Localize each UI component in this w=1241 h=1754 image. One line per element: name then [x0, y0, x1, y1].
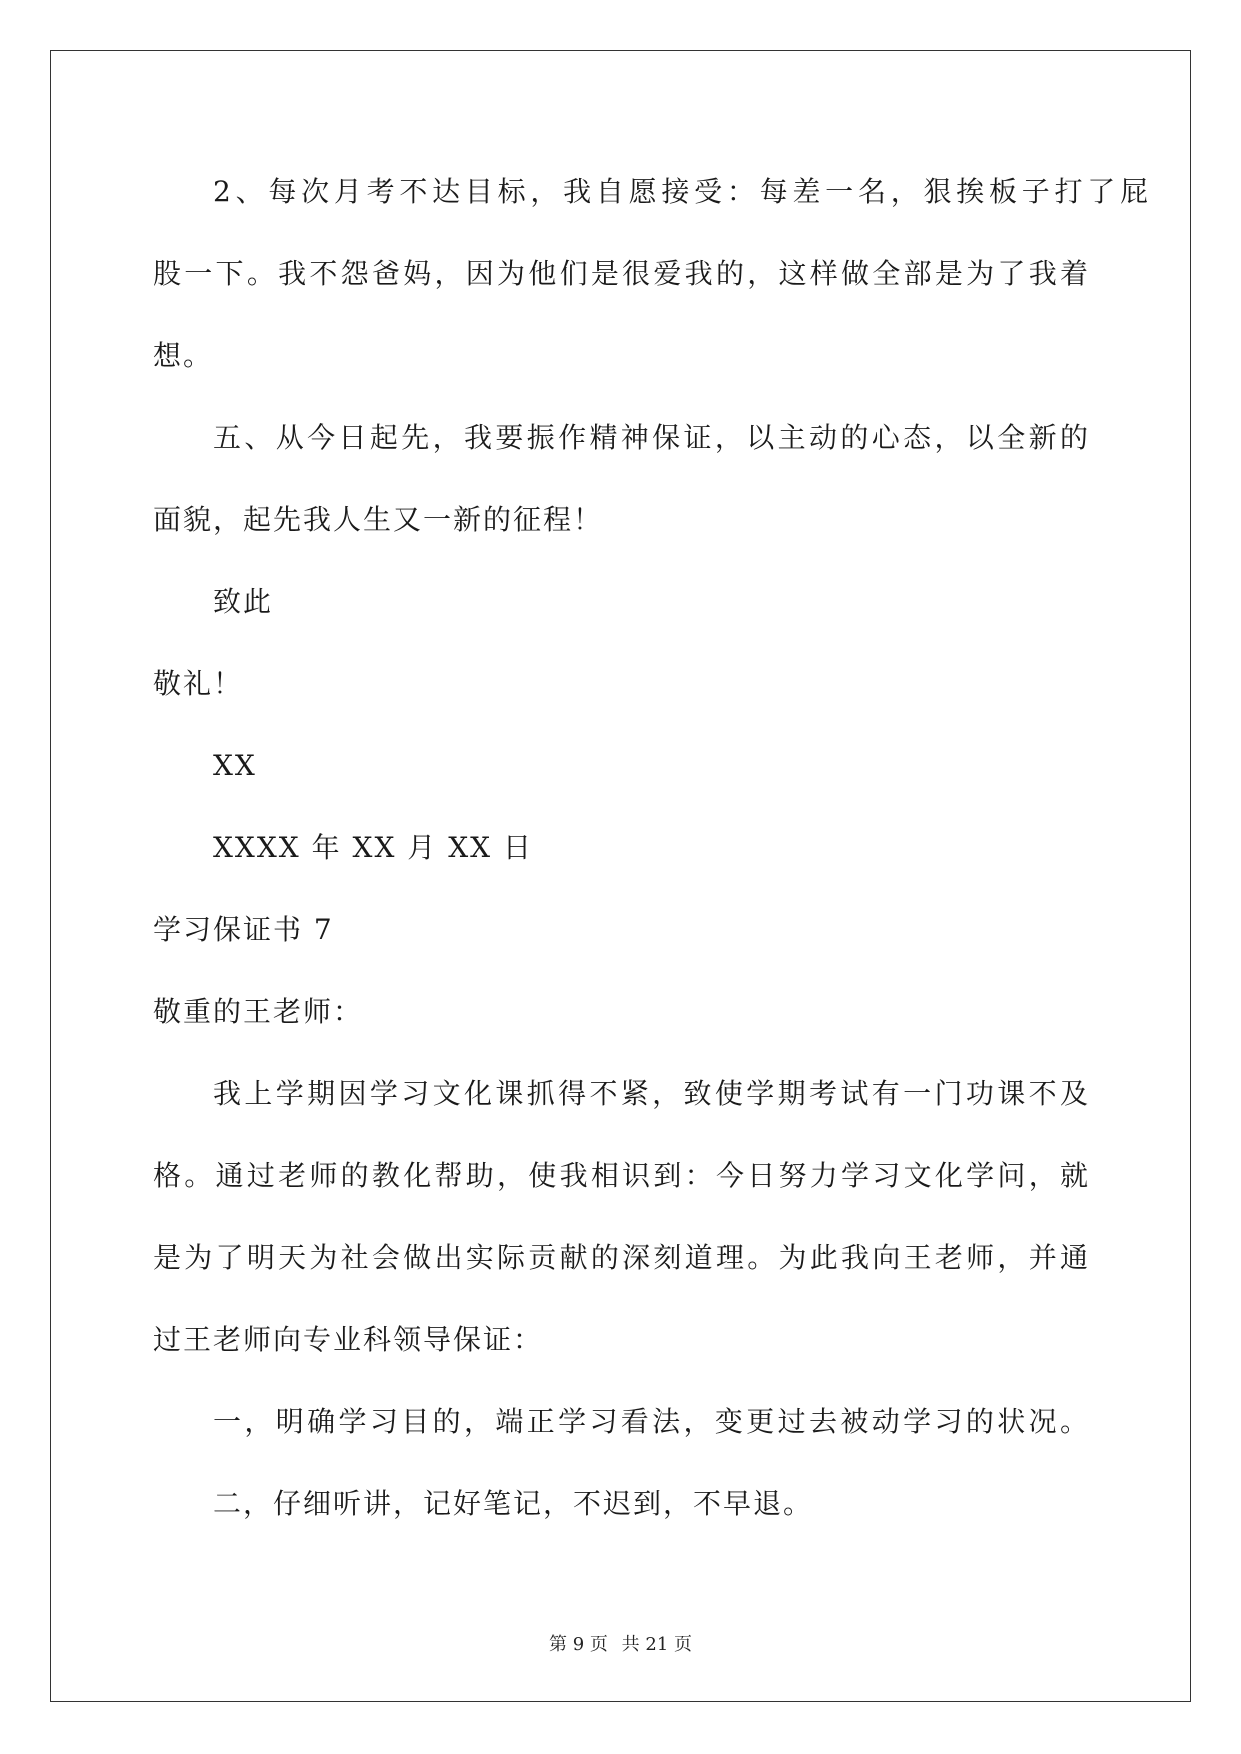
page-number: 第 9 页 — [549, 1634, 608, 1655]
page-border — [50, 50, 1191, 1702]
paragraph-line: 二，仔细听讲，记好笔记，不迟到，不早退。 — [213, 1487, 814, 1520]
paragraph-line: 一，明确学习目的，端正学习看法，变更过去被动学习的状况。 — [213, 1405, 1090, 1438]
page-total: 共 21 页 — [621, 1634, 692, 1655]
paragraph-line: 想。 — [153, 339, 214, 372]
paragraph-line: 五、从今日起先，我要振作精神保证，以主动的心态，以全新的 — [213, 421, 1090, 454]
paragraph-line: 我上学期因学习文化课抓得不紧，致使学期考试有一门功课不及 — [213, 1077, 1090, 1110]
signature-name: XX — [213, 749, 257, 782]
paragraph-line: 股一下。我不怨爸妈，因为他们是很爱我的，这样做全部是为了我着 — [153, 257, 1090, 290]
section-title: 学习保证书 7 — [153, 913, 334, 946]
greeting-line: 敬重的王老师： — [153, 995, 364, 1028]
page-footer — [0, 1633, 1241, 1657]
signature-date: XXXX 年 XX 月 XX 日 — [213, 831, 533, 864]
paragraph-line: 面貌，起先我人生又一新的征程！ — [153, 503, 604, 536]
paragraph-line: 2、每次月考不达目标，我自愿接受：每差一名，狠挨板子打了屁 — [213, 175, 1150, 208]
paragraph-line: 过王老师向专业科领导保证： — [153, 1323, 544, 1356]
paragraph-line: 格。通过老师的教化帮助，使我相识到：今日努力学习文化学问，就 — [153, 1159, 1090, 1192]
closing-line: 致此 — [213, 585, 274, 618]
paragraph-line: 是为了明天为社会做出实际贡献的深刻道理。为此我向王老师，并通 — [153, 1241, 1090, 1274]
salutation-line: 敬礼！ — [153, 667, 244, 700]
